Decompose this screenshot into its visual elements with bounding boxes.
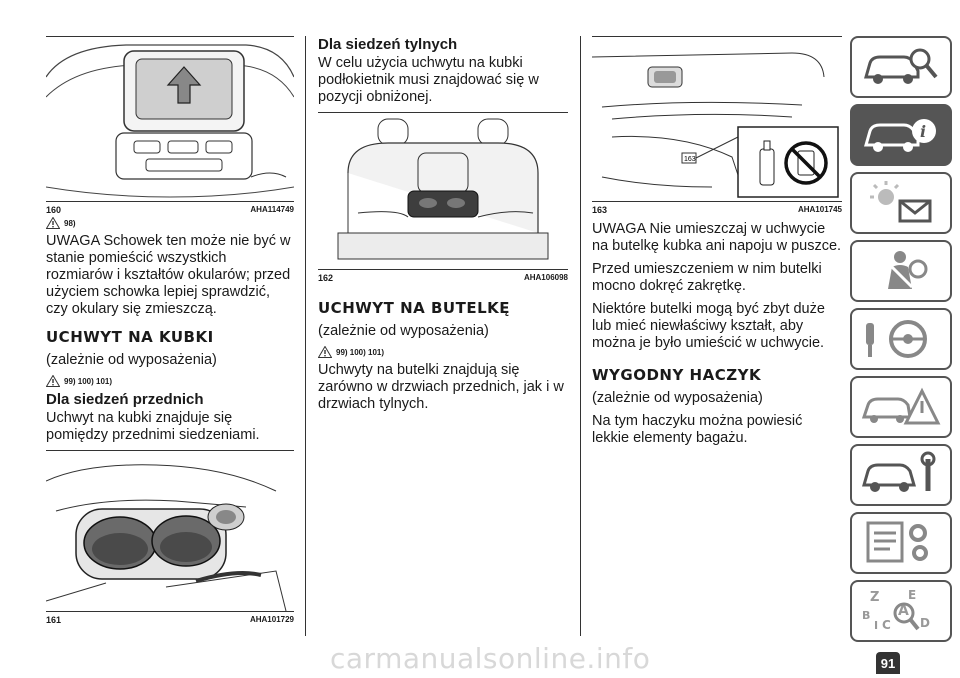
figure-code: AHA106098 xyxy=(523,273,568,282)
warning-triangle-icon xyxy=(318,346,332,358)
figure-number: 160 xyxy=(46,205,62,215)
airbag-seatbelt-icon xyxy=(860,247,942,293)
column-divider xyxy=(305,36,306,636)
section-heading-cup-holder: UCHWYT NA KUBKI xyxy=(46,328,214,346)
figure-160 xyxy=(46,36,294,202)
steering-wheel-key-icon xyxy=(860,315,942,361)
chapter-tab-starting-driving[interactable] xyxy=(850,308,952,370)
subheading-front-seats: Dla siedzeń przednich xyxy=(46,391,204,408)
hook-text: Na tym haczyku można powiesić lekkie elementy bagażu. xyxy=(592,413,803,446)
warning-reference-text: 98) xyxy=(64,218,76,228)
figure-number: 162 xyxy=(318,273,334,283)
front-cup-holder-illustration xyxy=(46,451,294,611)
rear-seat-cup-holder-illustration xyxy=(318,113,568,269)
svg-text:A: A xyxy=(898,603,909,619)
warning-lights-message-icon xyxy=(860,179,942,225)
svg-text:C: C xyxy=(882,618,891,632)
figure-tag: 163 xyxy=(684,156,696,163)
bottle-cap-text: Przed umieszczeniem w nim butelki mocno dokręć zakrętkę. xyxy=(592,261,822,294)
warning-triangle-icon xyxy=(46,375,60,387)
figure-161 xyxy=(46,450,294,612)
svg-text:Z: Z xyxy=(870,590,880,605)
figure-number: 163 xyxy=(592,205,608,215)
warning-reference-text: 99) 100) 101) xyxy=(64,376,113,386)
warning-reference xyxy=(46,217,294,229)
figure-162-caption xyxy=(318,273,568,283)
figure-code: AHA101729 xyxy=(249,615,294,624)
specifications-gear-icon xyxy=(860,519,942,565)
bottle-holder-text: Uchwyty na butelki znajdują się zarówno w drzwiach przednich, jak i w drzwiach tylnych. xyxy=(318,362,564,412)
chapter-tab-knowing-vehicle[interactable] xyxy=(850,104,952,166)
chapter-tab-emergency[interactable] xyxy=(850,376,952,438)
no-can-icon xyxy=(786,143,826,183)
warning-reference xyxy=(46,375,294,387)
chapter-tab-technical-data[interactable] xyxy=(850,512,952,574)
column-2 xyxy=(318,0,568,419)
chapter-tab-index[interactable] xyxy=(850,580,952,642)
warning-reference-text: 99) 100) 101) xyxy=(336,347,385,357)
column-3 xyxy=(592,0,842,453)
chapter-tab-getting-to-know[interactable] xyxy=(850,36,952,98)
column-divider xyxy=(580,36,581,636)
car-magnifier-icon xyxy=(860,43,942,89)
rear-cup-holder-text: W celu użycia uchwytu na kubki podłokietnik musi znajdować się w pozycji obniżonej. xyxy=(318,55,539,105)
door-bottle-holder-illustration xyxy=(592,37,842,201)
subheading-rear-seats: Dla siedzeń tylnych xyxy=(318,36,458,53)
equipment-note: (zależnie od wyposażenia) xyxy=(46,352,217,368)
alphabetical-index-icon xyxy=(860,587,942,633)
column-1 xyxy=(46,0,294,625)
figure-162 xyxy=(318,112,568,270)
section-heading-bottle-holder: UCHWYT NA BUTELKĘ xyxy=(318,299,511,317)
bottle-warning-text: UWAGA Nie umieszczaj w uchwycie na butelkę kubka ani napoju w puszce. xyxy=(592,221,842,254)
svg-text:B: B xyxy=(862,609,871,622)
figure-161-caption xyxy=(46,615,294,625)
chapter-tab-warning-lights[interactable] xyxy=(850,172,952,234)
car-warning-icon xyxy=(860,383,942,429)
section-heading-convenience-hook: WYGODNY HACZYK xyxy=(592,366,762,384)
figure-163 xyxy=(592,36,842,202)
equipment-note: (zależnie od wyposażenia) xyxy=(318,323,489,339)
bottle-size-text: Niektóre butelki mogą być zbyt duże lub mieć niewłaściwy kształt, aby można je było umieścić w uchwycie. xyxy=(592,301,825,351)
svg-text:I: I xyxy=(874,619,879,632)
figure-160-caption xyxy=(46,205,294,215)
figure-code: AHA101745 xyxy=(797,205,842,214)
chapter-tab-maintenance[interactable] xyxy=(850,444,952,506)
watermark: carmanualsonline.info xyxy=(330,642,651,675)
car-info-icon xyxy=(860,111,942,157)
warning-reference xyxy=(318,346,568,358)
figure-163-caption xyxy=(592,205,842,215)
figure-number: 161 xyxy=(46,615,62,625)
svg-text:E: E xyxy=(908,588,917,602)
page-number: 91 xyxy=(876,652,900,674)
warning-triangle-icon xyxy=(46,217,60,229)
figure-code: AHA114749 xyxy=(250,205,294,214)
car-wrench-icon xyxy=(860,451,942,497)
sunglass-holder-illustration xyxy=(46,37,294,201)
front-cup-holder-text: Uchwyt na kubki znajduje się pomiędzy przednimi siedzeniami. xyxy=(46,410,260,443)
equipment-note: (zależnie od wyposażenia) xyxy=(592,390,763,406)
chapter-tab-safety[interactable] xyxy=(850,240,952,302)
svg-text:i: i xyxy=(920,122,927,141)
svg-text:D: D xyxy=(920,616,930,630)
glasses-holder-note: UWAGA Schowek ten może nie być w stanie pomieścić wszystkich rozmiarów i kształtów okularów; przed użyciem schowka lepiej sprawdzić, czy okulary się zmieszczą. xyxy=(46,233,291,317)
